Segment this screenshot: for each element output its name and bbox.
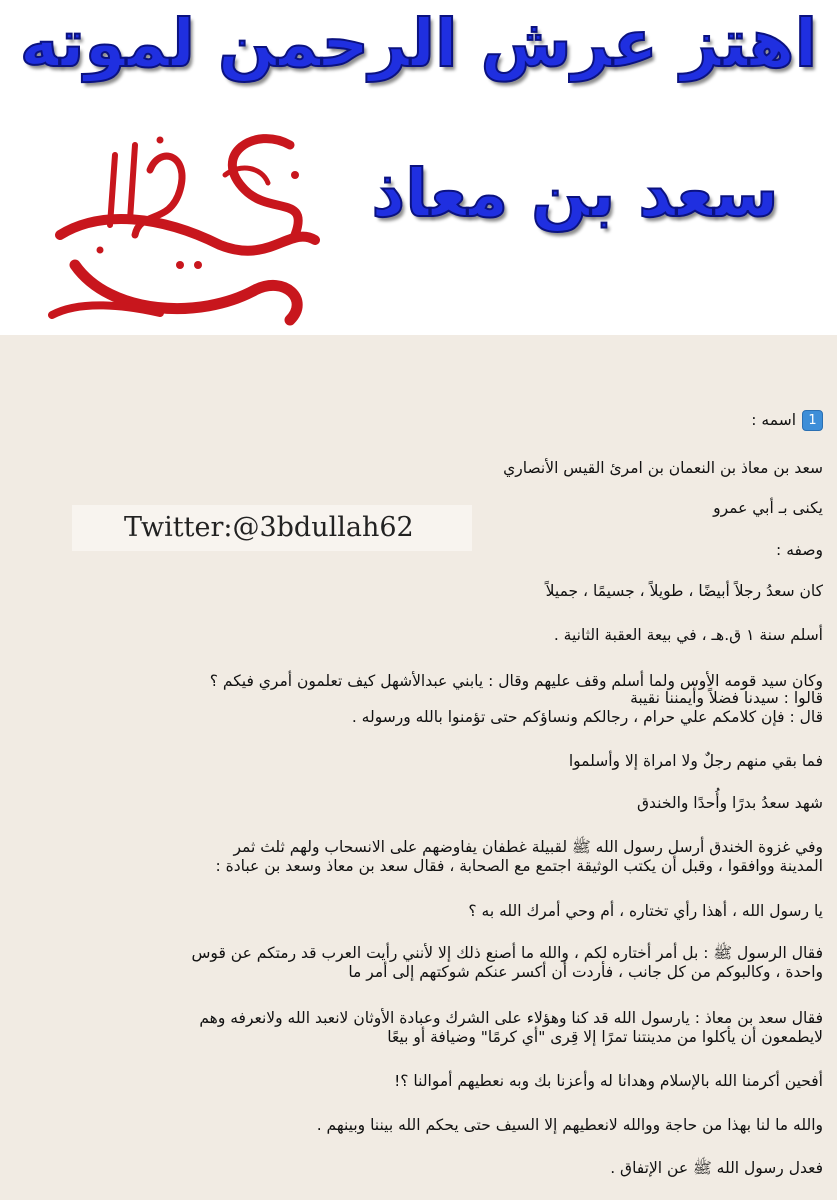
paragraph: شهد سعدُ بدرًا وأُحدًا والخندق bbox=[637, 794, 823, 812]
paragraph: أفحين أكرمنا الله بالإسلام وهدانا له وأعزنا بك وبه نعطيهم أموالنا ؟! bbox=[394, 1072, 823, 1090]
paragraph: فقال الرسول ﷺ : بل أمر أختاره لكم ، والله ما أصنع ذلك إلا لأنني رأيت العرب قد رمتكم عن قوس bbox=[191, 944, 823, 962]
paragraph: وفي غزوة الخندق أرسل رسول الله ﷺ لقبيلة غطفان يفاوضهم على الانسحاب ولهم ثلث ثمر bbox=[233, 838, 823, 856]
paragraph: اسمه : bbox=[751, 411, 796, 429]
number-badge: 1 bbox=[802, 410, 823, 431]
paragraph: المدينة ووافقوا ، وقبل أن يكتب الوثيقة اجتمع مع الصحابة ، فقال سعد بن معاذ وسعد بن عبادة : bbox=[215, 857, 823, 875]
paragraph: سعد بن معاذ بن النعمان بن امرئ القيس الأنصاري bbox=[503, 459, 823, 477]
title-line-1: اهتز عرش الرحمن لموته bbox=[19, 5, 818, 82]
paragraph: فما بقي منهم رجلٌ ولا امراة إلا وأسلموا bbox=[568, 752, 823, 770]
paragraph: وصفه : bbox=[776, 541, 823, 559]
paragraph: والله ما لنا بهذا من حاجة ووالله لانعطيهم إلا السيف حتى يحكم الله بيننا وبينهم . bbox=[316, 1116, 823, 1134]
paragraph: قالوا : سيدنا فضلاً وأيمننا نقيبة bbox=[630, 689, 823, 707]
paragraph: قال : فإن كلامكم علي حرام ، رجالكم ونساؤكم حتى تؤمنوا بالله ورسوله . bbox=[351, 708, 823, 726]
paragraph: يا رسول الله ، أهذا رأي تختاره ، أم وحي أمرك الله به ؟ bbox=[468, 902, 823, 920]
paragraph: فعدل رسول الله ﷺ عن الإتفاق . bbox=[610, 1159, 823, 1177]
section-heading-name bbox=[751, 410, 823, 431]
paragraph: أسلم سنة ١ ق.هـ ، في بيعة العقبة الثانية . bbox=[553, 626, 823, 644]
header-banner bbox=[0, 0, 837, 335]
paragraph: وكان سيد قومه الأوس ولما أسلم وقف عليهم وقال : يابني عبدالأشهل كيف تعلمون أمري فيكم ؟ bbox=[209, 672, 823, 690]
title-line-2: سعد بن معاذ bbox=[371, 155, 779, 232]
paragraph: كان سعدُ رجلاً أبيضًا ، طويلاً ، جسيمًا ، جميلاً bbox=[545, 582, 823, 600]
paragraph: لايطمعون أن يأكلوا من مدينتنا تمرًا إلا قِرى "أي كرمًا" وضيافة أو بيعًا bbox=[387, 1028, 823, 1046]
calligraphy-logo bbox=[40, 115, 330, 330]
twitter-watermark: Twitter:@3bdullah62 bbox=[72, 505, 472, 551]
paragraph: واحدة ، وكالبوكم من كل جانب ، فأردت أن أكسر عنكم شوكتهم إلى أمر ما bbox=[348, 963, 823, 981]
paragraph: فقال سعد بن معاذ : يارسول الله قد كنا وهؤلاء على الشرك وعبادة الأوثان لانعبد الله ولانعرفه وهم bbox=[199, 1009, 823, 1027]
paragraph: يكنى بـ أبي عمرو bbox=[713, 499, 823, 517]
